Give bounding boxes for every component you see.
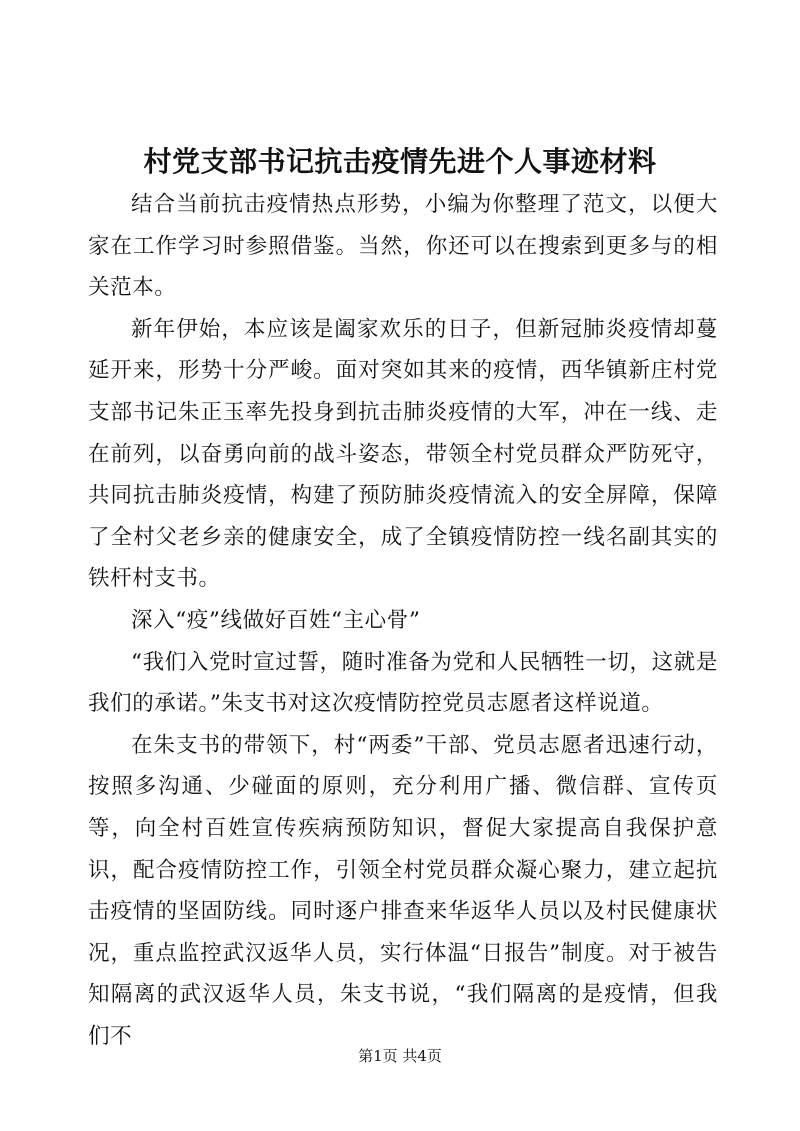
page-number-footer: 第1页 共4页 (358, 1047, 442, 1065)
paragraph-actions: 在朱支书的带领下，村“两委”干部、党员志愿者迅速行动，按照多沟通、少碰面的原则，充分利用广播、微信群、宣传页等，向全村百姓宣传疾病预防知识，督促大家提高自我保护意识，配合疫情防控工作，引领全村党员群众凝心聚力，建立起抗击疫情的坚固防线。同时逐户排查来华返华人员以及村民健康状况，重点监控武汉返华人员，实行体温“日报告”制度。对于被告知隔离的武汉返华人员，朱支书说，“我们隔离的是疫情，但我们不 (88, 732, 718, 1049)
paragraph-intro: 结合当前抗击疫情热点形势，小编为你整理了范文，以便大家在工作学习时参照借鉴。当然，你还可以在搜索到更多与的相关范本。 (88, 192, 718, 301)
document-body (88, 184, 718, 1057)
paragraph-background: 新年伊始，本应该是阖家欢乐的日子，但新冠肺炎疫情却蔓延开来，形势十分严峻。面对突如其来的疫情，西华镇新庄村党支部书记朱正玉率先投身到抗击肺炎疫情的大军，冲在一线、走在前列，以奋勇向前的战斗姿态，带领全村党员群众严防死守，共同抗击肺炎疫情，构建了预防肺炎疫情流入的安全屏障，保障了全村父老乡亲的健康安全，成了全镇疫情防控一线名副其实的铁杆村支书。 (88, 316, 718, 592)
paragraph-quote: “我们入党时宣过誓，随时准备为党和人民牺牲一切，这就是我们的承诺。”朱支书对这次疫情防控党员志愿者这样说道。 (88, 649, 718, 717)
section-heading: 深入“疫”线做好百姓“主心骨” (131, 607, 421, 633)
page-title: 村党支部书记抗击疫情先进个人事迹材料 (143, 145, 657, 178)
